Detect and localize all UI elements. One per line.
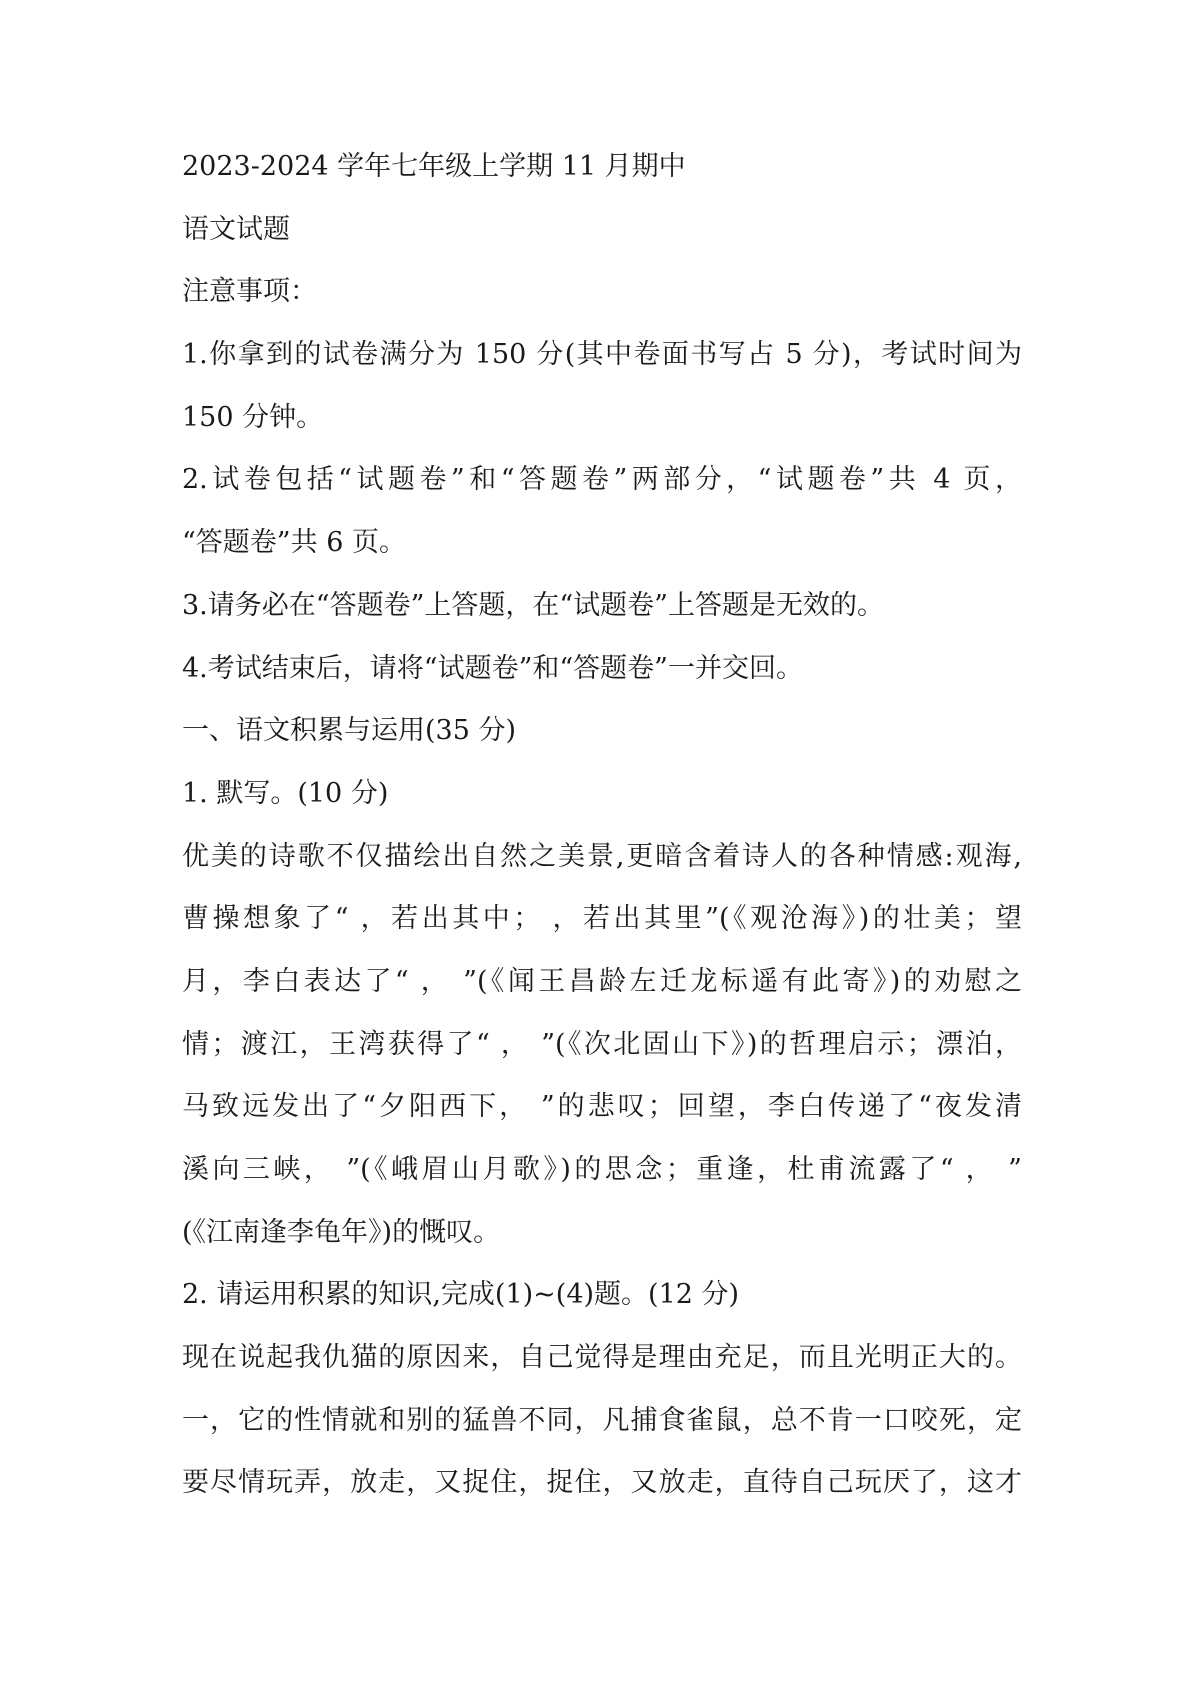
question-1-line-2: 曹操想象了“ ，若出其中； ，若出其里”(《观沧海》)的壮美；望 [182, 903, 1022, 935]
question-2-heading: 2. 请运用积累的知识,完成(1)~(4)题。(12 分) [182, 1279, 740, 1311]
notice-2-line-2: “答题卷”共 6 页。 [182, 527, 406, 559]
notice-1-line-2: 150 分钟。 [182, 401, 324, 433]
exam-page [182, 150, 1022, 1529]
question-1-line-5: 马致远发出了“夕阳西下， ”的悲叹；回望，李白传递了“夜发清 [182, 1091, 1022, 1123]
question-1-line-3: 月，李白表达了“ ， ”(《闻王昌龄左迁龙标遥有此寄》)的劝慰之 [182, 965, 1022, 997]
section-1-heading: 一、语文积累与运用(35 分) [182, 715, 517, 747]
question-1-line-7: (《江南逢李龟年》)的慨叹。 [182, 1216, 501, 1248]
notice-2-line-1: 2.试卷包括“试题卷”和“答题卷”两部分，“试题卷”共 4 页， [182, 464, 1022, 496]
question-2-line-2: 一，它的性情就和别的猛兽不同，凡捕食雀鼠，总不肯一口咬死，定 [182, 1404, 1022, 1436]
notice-4: 4.考试结束后，请将“试题卷”和“答题卷”一并交回。 [182, 652, 803, 684]
notice-3: 3.请务必在“答题卷”上答题，在“试题卷”上答题是无效的。 [182, 589, 884, 621]
question-1-line-4: 情；渡江，王湾获得了“ ， ”(《次北固山下》)的哲理启示；漂泊， [182, 1028, 1022, 1060]
exam-subject: 语文试题 [182, 213, 290, 245]
notice-heading: 注意事项： [182, 276, 317, 308]
question-2-line-3: 要尽情玩弄，放走，又捉住，捉住，又放走，直待自己玩厌了，这才 [182, 1467, 1022, 1499]
question-1-heading: 1. 默写。(10 分) [182, 777, 389, 809]
question-1-line-1: 优美的诗歌不仅描绘出自然之美景,更暗含着诗人的各种情感:观海, [182, 840, 1022, 872]
question-2-line-1: 现在说起我仇猫的原因来，自己觉得是理由充足，而且光明正大的。 [182, 1342, 1022, 1374]
notice-1-line-1: 1.你拿到的试卷满分为 150 分(其中卷面书写占 5 分)，考试时间为 [182, 339, 1022, 371]
exam-title: 2023-2024 学年七年级上学期 11 月期中 [182, 151, 686, 182]
question-1-line-6: 溪向三峡， ”(《峨眉山月歌》)的思念；重逢，杜甫流露了“ ， ” [182, 1154, 1022, 1185]
